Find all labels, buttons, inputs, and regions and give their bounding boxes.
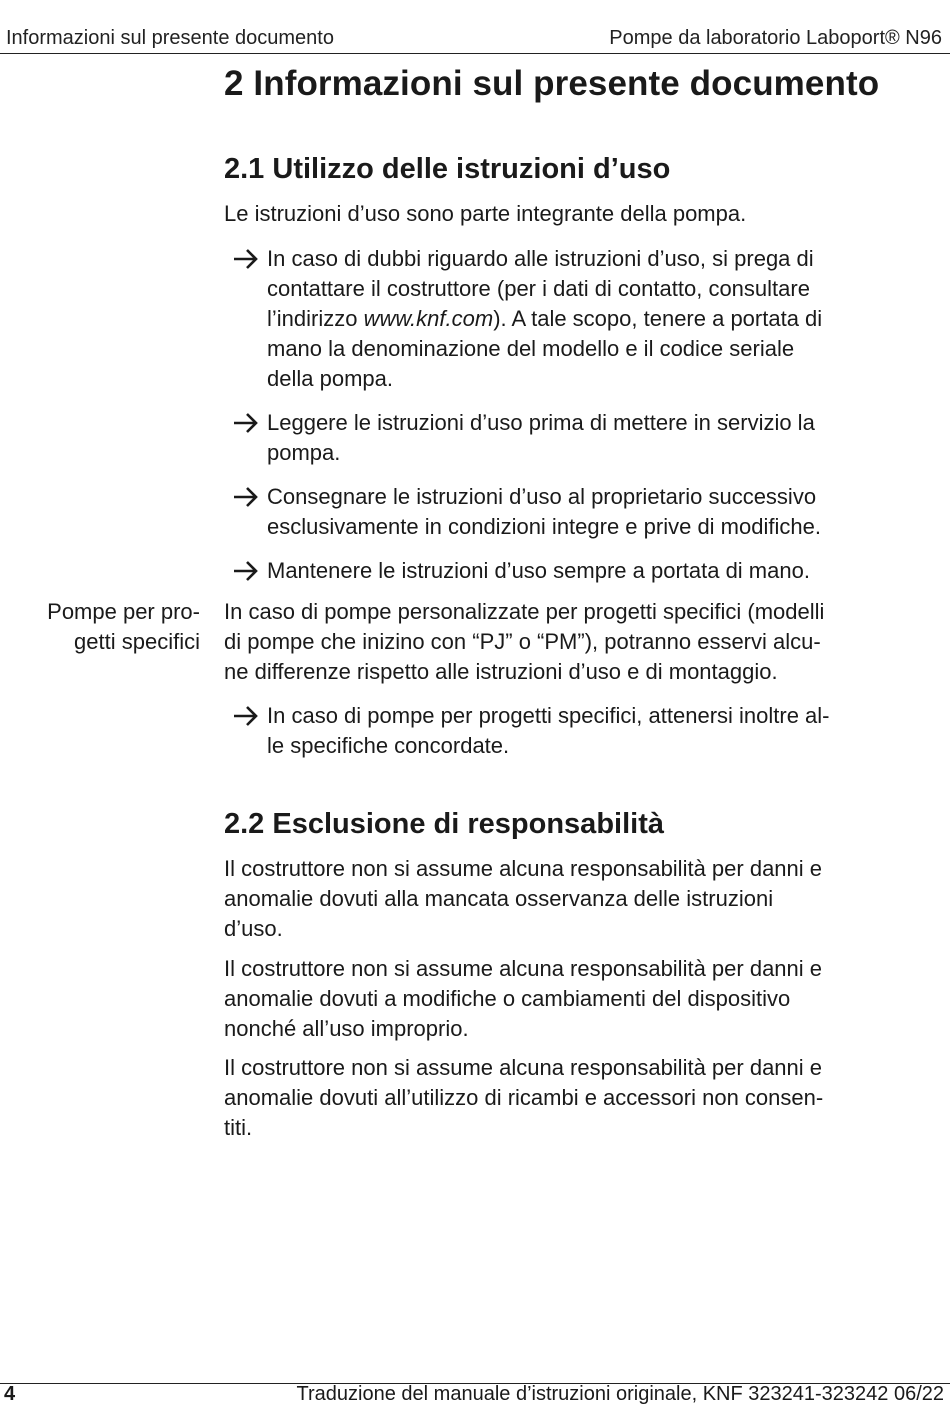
paragraph-line: d’uso. bbox=[224, 916, 283, 941]
bullet-line: esclusivamente in condizioni integre e prive di modifiche. bbox=[267, 514, 821, 539]
bullet-line: contattare il costruttore (per i dati di contatto, consultare bbox=[267, 276, 810, 301]
paragraph-line: Il costruttore non si assume alcuna responsabilità per danni e bbox=[224, 856, 823, 881]
paragraph-line: In caso di pompe personalizzate per progetti specifici (modelli bbox=[224, 599, 825, 624]
intro-paragraph: Le istruzioni d’uso sono parte integrante della pompa. bbox=[224, 201, 747, 226]
section-title-2-1: 2.1 Utilizzo delle istruzioni d’uso bbox=[224, 153, 671, 185]
section-title-2-2: 2.2 Esclusione di responsabilità bbox=[224, 808, 664, 840]
bullet-line: mano la denominazione del modello e il codice seriale bbox=[267, 336, 795, 361]
bullet-line: In caso di dubbi riguardo alle istruzioni d’uso, si prega di bbox=[267, 246, 814, 271]
margin-label-custom-pumps bbox=[20, 597, 200, 657]
liability-paragraph-1 bbox=[224, 854, 822, 944]
bullet-line bbox=[267, 304, 822, 334]
paragraph-line: anomalie dovuti alla mancata osservanza delle istruzioni bbox=[224, 886, 774, 911]
page-number: 4 bbox=[4, 1383, 16, 1405]
custom-pumps-paragraph bbox=[224, 597, 824, 687]
liability-paragraph-2 bbox=[224, 954, 822, 1044]
paragraph-line: di pompe che inizino con “PJ” o “PM”), potranno esservi alcu- bbox=[224, 629, 821, 654]
website-link[interactable]: www.knf.com bbox=[363, 306, 494, 331]
right-arrow-icon bbox=[232, 408, 260, 438]
paragraph-line: Il costruttore non si assume alcuna responsabilità per danni e bbox=[224, 1055, 823, 1080]
paragraph-line: anomalie dovuti all’utilizzo di ricambi e accessori non consen- bbox=[224, 1085, 824, 1110]
paragraph-line: nonché all’uso improprio. bbox=[224, 1016, 469, 1041]
text-fragment: ). A tale scopo, tenere a portata di bbox=[493, 306, 823, 331]
bullet-line: Leggere le istruzioni d’uso prima di mettere in servizio la bbox=[267, 410, 815, 435]
paragraph-line: titi. bbox=[224, 1115, 253, 1140]
bullet-line: pompa. bbox=[267, 440, 341, 465]
liability-paragraph-3 bbox=[224, 1053, 823, 1143]
right-arrow-icon bbox=[232, 482, 260, 512]
margin-label-line: getti specifici bbox=[74, 629, 200, 654]
paragraph-line: ne differenze rispetto alle istruzioni d’uso e di montaggio. bbox=[224, 659, 778, 684]
paragraph-line: anomalie dovuti a modifiche o cambiamenti del dispositivo bbox=[224, 986, 791, 1011]
footer-text: Traduzione del manuale d’istruzioni originale, KNF 323241-323242 06/22 bbox=[296, 1383, 944, 1405]
bullet-line: della pompa. bbox=[267, 366, 393, 391]
header-rule bbox=[0, 53, 950, 54]
right-arrow-icon bbox=[232, 244, 260, 274]
bullet-line: In caso di pompe per progetti specifici, attenersi inoltre al- bbox=[267, 703, 830, 728]
text-fragment: l’indirizzo bbox=[267, 306, 364, 331]
bullet-line: Mantenere le istruzioni d’uso sempre a portata di mano. bbox=[267, 558, 810, 583]
running-header-right: Pompe da laboratorio Laboport® N96 bbox=[609, 27, 942, 49]
bullet-line: Consegnare le istruzioni d’uso al proprietario successivo bbox=[267, 484, 817, 509]
running-header-left: Informazioni sul presente documento bbox=[6, 27, 334, 49]
margin-label-line: Pompe per pro- bbox=[47, 599, 200, 624]
right-arrow-icon bbox=[232, 701, 260, 731]
chapter-title: 2 Informazioni sul presente documento bbox=[224, 64, 880, 103]
paragraph-line: Il costruttore non si assume alcuna responsabilità per danni e bbox=[224, 956, 823, 981]
right-arrow-icon bbox=[232, 556, 260, 586]
bullet-line: le specifiche concordate. bbox=[267, 733, 510, 758]
